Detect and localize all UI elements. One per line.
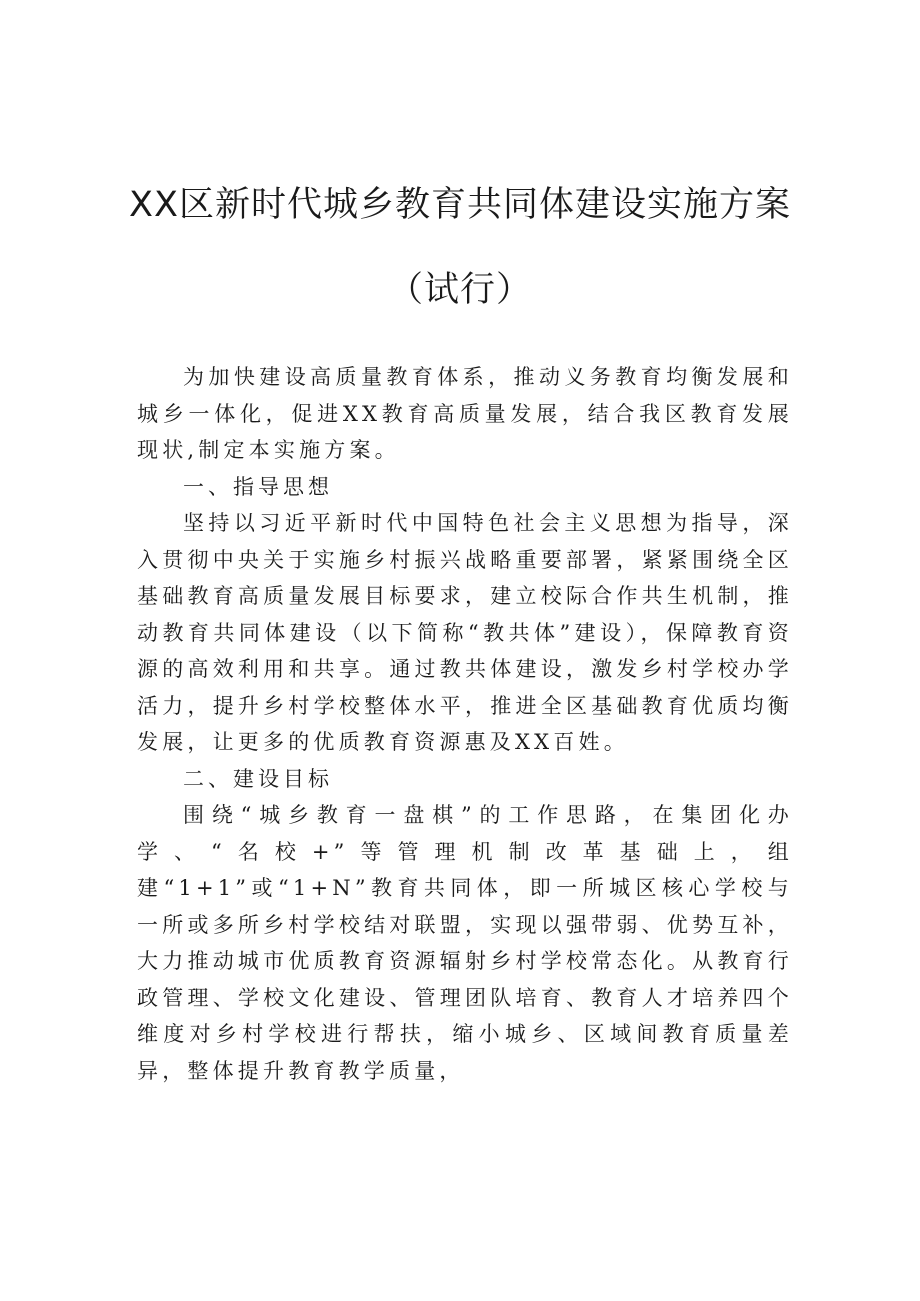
document-title: XX区新时代城乡教育共同体建设实施方案 [129,185,791,225]
intro-paragraph: 为加快建设高质量教育体系，推动义务教育均衡发展和城乡一体化，促进XX教育高质量发展，结合我区教育发展现状,制定本实施方案。 [137,365,793,462]
document-body [137,359,793,1089]
section-heading-construction-goals: 二、建设目标 [183,766,333,791]
section-paragraph-construction-goals: 围绕“城乡教育一盘棋”的工作思路，在集团化办学、“名校+”等管理机制改革基础上，组建“1+1”或“1+N”教育共同体，即一所城区核心学校与一所或多所乡村学校结对联盟，实现以强带弱、优势互补，大力推动城市优质教育资源辐射乡村学校常态化。从教育行政管理、学校文化建设、管理团队培育、教育人才培养四个维度对乡村学校进行帮扶，缩小城乡、区域间教育质量差异，整体提升教育教学质量， [137,803,793,1083]
section-heading-guiding-ideology: 一、指导思想 [183,474,333,499]
section-paragraph-guiding-ideology: 坚持以习近平新时代中国特色社会主义思想为指导，深入贯彻中央关于实施乡村振兴战略重要部署，紧紧围绕全区基础教育高质量发展目标要求，建立校际合作共生机制，推动教育共同体建设（以下简称“教共体”建设），保障教育资源的高效利用和共享。通过教共体建设，激发乡村学校办学活力，提升乡村学校整体水平，推进全区基础教育优质均衡发展，让更多的优质教育资源惠及XX百姓。 [137,511,793,754]
document-subtitle: （试行） [387,270,532,310]
